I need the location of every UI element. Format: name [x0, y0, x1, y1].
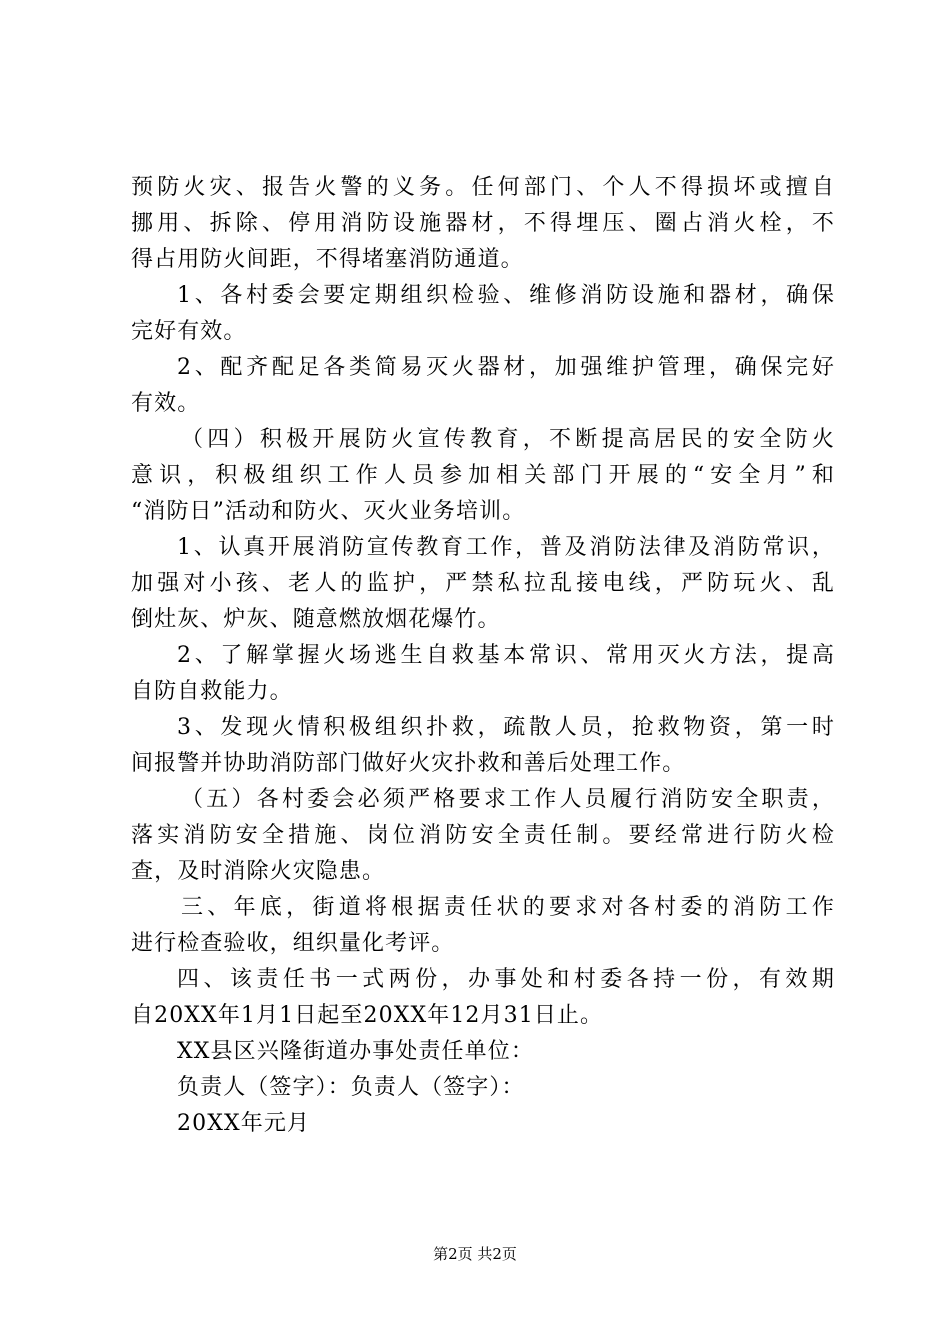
text-line: 2、了解掌握火场逃生自救基本常识、常用灭火方法，提高 — [177, 643, 835, 668]
text-line: 进行检查验收，组织量化考评。 — [131, 931, 455, 956]
text-line: 自20XX年1月1日起至20XX年12月31日止。 — [131, 1003, 604, 1028]
text-line: 挪用、拆除、停用消防设施器材，不得埋压、圈占消火栓，不 — [131, 211, 835, 236]
text-line: 1、认真开展消防宣传教育工作，普及消防法律及消防常识， — [177, 535, 835, 560]
document-body — [131, 170, 835, 1142]
text-line: 2、配齐配足各类简易灭火器材，加强维护管理，确保完好 — [177, 355, 835, 380]
text-line: 间报警并协助消防部门做好火灾扑救和善后处理工作。 — [131, 751, 686, 776]
text-line: XX县区兴隆街道办事处责任单位： — [177, 1039, 534, 1064]
text-line: 1、各村委会要定期组织检验、维修消防设施和器材，确保 — [177, 283, 835, 308]
text-line: 自防自救能力。 — [131, 679, 293, 704]
text-line: 有效。 — [131, 391, 201, 416]
text-line: 查，及时消除火灾隐患。 — [131, 859, 386, 884]
text-line: 意识，积极组织工作人员参加相关部门开展的“安全月”和 — [131, 463, 835, 488]
text-line: 20XX年元月 — [177, 1111, 311, 1136]
text-line: 三、年底，街道将根据责任状的要求对各村委的消防工作 — [181, 895, 835, 920]
text-line: 倒灶灰、炉灰、随意燃放烟花爆竹。 — [131, 607, 501, 632]
text-line: 得占用防火间距，不得堵塞消防通道。 — [131, 247, 524, 272]
text-line: 完好有效。 — [131, 319, 247, 344]
text-line: （五）各村委会必须严格要求工作人员履行消防安全职责， — [181, 787, 835, 812]
text-line: 负责人（签字）：负责人（签字）： — [177, 1075, 525, 1100]
text-line: 加强对小孩、老人的监护，严禁私拉乱接电线，严防玩火、乱 — [131, 571, 835, 596]
page-number-footer: 第2页 共2页 — [433, 1245, 517, 1263]
text-line: 落实消防安全措施、岗位消防安全责任制。要经常进行防火检 — [131, 823, 835, 848]
text-line: （四）积极开展防火宣传教育，不断提高居民的安全防火 — [181, 427, 835, 452]
text-line: 预防火灾、报告火警的义务。任何部门、个人不得损坏或擅自 — [131, 175, 835, 200]
text-line: 3、发现火情积极组织扑救，疏散人员，抢救物资，第一时 — [177, 715, 835, 740]
text-line: “消防日”活动和防火、灭火业务培训。 — [131, 499, 526, 524]
text-line: 四、该责任书一式两份，办事处和村委各持一份，有效期 — [177, 967, 835, 992]
